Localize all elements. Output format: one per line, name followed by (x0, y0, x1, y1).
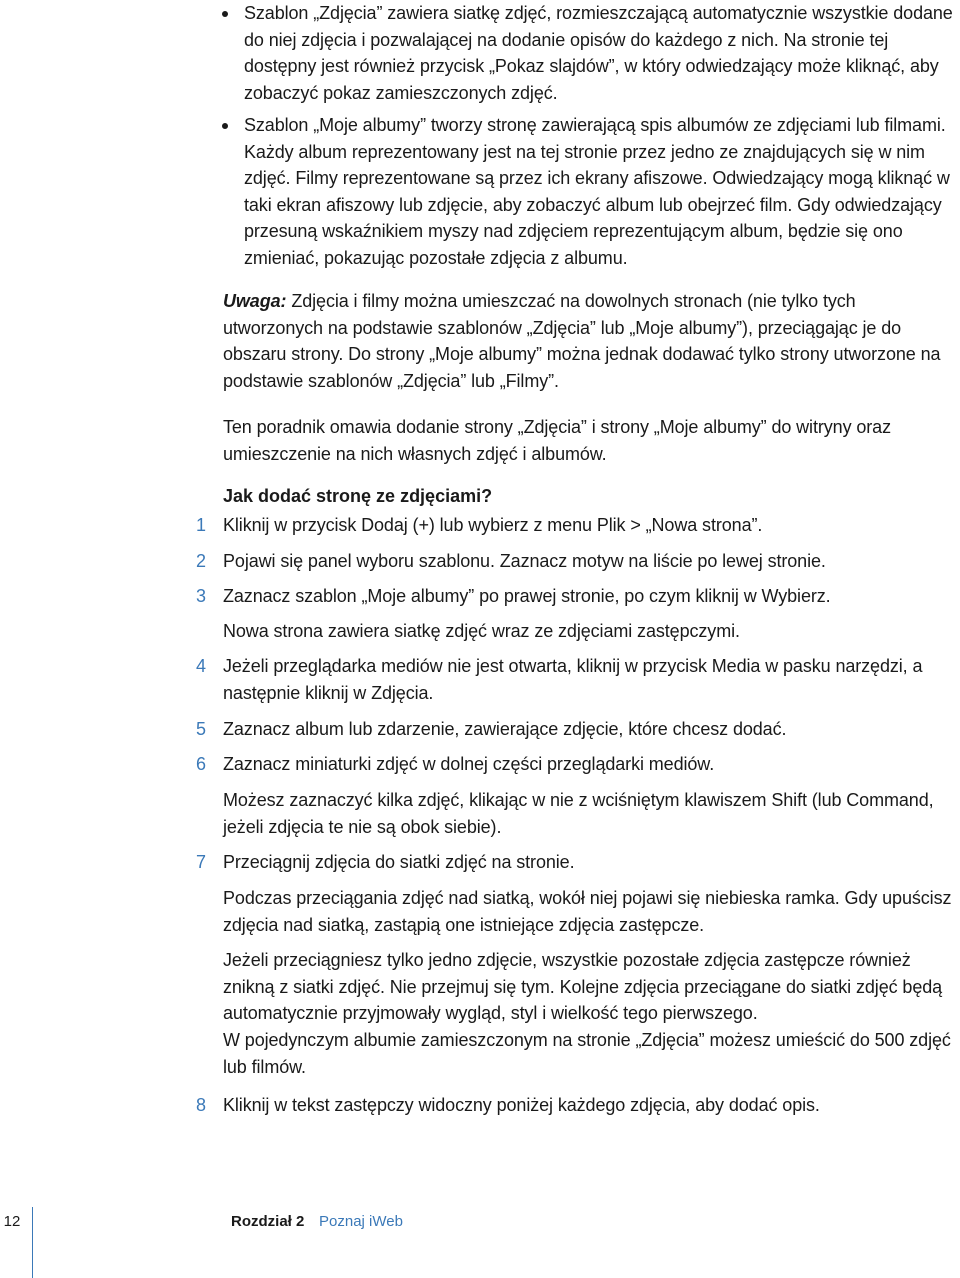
step-text: Kliknij w przycisk Dodaj (+) lub wybierz z menu Plik > „Nowa strona”. (223, 515, 763, 535)
step-4 (196, 653, 960, 706)
step-6 (196, 751, 960, 778)
step-3-note: Nowa strona zawiera siatkę zdjęć wraz ze zdjęciami zastępczymi. (223, 621, 740, 641)
bullet-text: Szablon „Zdjęcia” zawiera siatkę zdjęć, rozmieszczającą automatycznie wszystkie dodane do niej zdjęcia i pozwalającej na dodanie opisów do każdego z nich. Na stronie tej dostępny jest również przycisk „Pokaz slajdów”, w który odwiedzający może kliknąć, aby zobaczyć pokaz zamieszczonych zdjęć. (244, 3, 953, 103)
step-7-note-limit: W pojedynczym albumie zamieszczonym na stronie „Zdjęcia” możesz umieścić do 500 zdjęć lub filmów. (223, 1030, 951, 1077)
intro-paragraph: Ten poradnik omawia dodanie strony „Zdjęcia” i strony „Moje albumy” do witryny oraz umieszczenie na nich własnych zdjęć i albumów. (223, 417, 891, 464)
step-text: Pojawi się panel wyboru szablonu. Zaznacz motyw na liście po lewej stronie. (223, 551, 826, 571)
footer-divider (32, 1207, 33, 1278)
step-3 (196, 583, 960, 610)
footer-chapter-title: Poznaj iWeb (319, 1213, 403, 1230)
step-number: 7 (196, 852, 206, 872)
step-number: 2 (196, 551, 206, 571)
step-7-note-drag: Podczas przeciągania zdjęć nad siatką, wokół niej pojawi się niebieska ramka. Gdy upuścisz zdjęcia nad siatką, zastąpią one istniejące zdjęcia zastępcze. (223, 888, 952, 935)
step-5 (196, 716, 960, 743)
step-text: Zaznacz szablon „Moje albumy” po prawej stronie, po czym kliknij w Wybierz. (223, 586, 831, 606)
note-label: Uwaga: (223, 291, 287, 311)
step-text: Zaznacz miniaturki zdjęć w dolnej części przeglądarki mediów. (223, 754, 715, 774)
step-number: 1 (196, 515, 206, 535)
template-bullet-list (220, 0, 960, 271)
bullet-text: Szablon „Moje albumy” tworzy stronę zawierającą spis albumów ze zdjęciami lub filmami. Każdy album reprezentowany jest na tej stronie przez jedno ze znajdujących się w nim zdjęć. Filmy reprezentowane są przez ich ekrany afiszowe. Odwiedzający mogą kliknąć w taki ekran afiszowy lub zdjęcie, aby zobaczyć album lub obejrzeć film. Gdy odwiedzający przesuną wskaźnikiem myszy nad zdjęciem reprezentującym album, będzie się ono zmieniać, pokazując pozostałe zdjęcia z albumu. (244, 115, 950, 268)
step-number: 8 (196, 1095, 206, 1115)
bullet-item-photos (220, 0, 960, 106)
section-heading: Jak dodać stronę ze zdjęciami? (223, 486, 493, 506)
step-text: Kliknij w tekst zastępczy widoczny poniżej każdego zdjęcia, aby dodać opis. (223, 1095, 820, 1115)
footer-chapter: Rozdział 2 (231, 1213, 305, 1230)
step-number: 5 (196, 719, 206, 739)
step-text: Jeżeli przeglądarka mediów nie jest otwarta, kliknij w przycisk Media w pasku narzędzi, a następnie kliknij w Zdjęcia. (223, 656, 923, 703)
step-7 (196, 849, 960, 876)
note-paragraph (223, 288, 958, 394)
page-number: 12 (3, 1213, 21, 1230)
step-2 (196, 548, 960, 575)
note-text: Zdjęcia i filmy można umieszczać na dowolnych stronach (nie tylko tych utworzonych na podstawie szablonów „Zdjęcia” lub „Moje albumy”), przeciągając je do obszaru strony. Do strony „Moje albumy” można jednak dodawać tylko strony utworzone na podstawie szablonów „Zdjęcia” lub „Filmy”. (223, 291, 941, 391)
step-8 (196, 1092, 960, 1119)
bullet-item-my-albums (220, 112, 960, 271)
bullet-dot-icon (222, 11, 228, 17)
step-1 (196, 512, 960, 539)
step-number: 3 (196, 586, 206, 606)
step-6-note: Możesz zaznaczyć kilka zdjęć, klikając w nie z wciśniętym klawiszem Shift (lub Command, jeżeli zdjęcia te nie są obok siebie). (223, 790, 934, 837)
step-text: Przeciągnij zdjęcia do siatki zdjęć na stronie. (223, 852, 575, 872)
bullet-dot-icon (222, 123, 228, 129)
step-number: 6 (196, 754, 206, 774)
step-text: Zaznacz album lub zdarzenie, zawierające zdjęcie, które chcesz dodać. (223, 719, 787, 739)
step-7-note-single: Jeżeli przeciągniesz tylko jedno zdjęcie, wszystkie pozostałe zdjęcia zastępcze również znikną z siatki zdjęć. Nie przejmuj się tym. Kolejne zdjęcia przeciągane do siatki zdjęć będą automatycznie przyjmowały wygląd, styl i wielkość tego pierwszego. (223, 950, 943, 1023)
step-number: 4 (196, 656, 206, 676)
